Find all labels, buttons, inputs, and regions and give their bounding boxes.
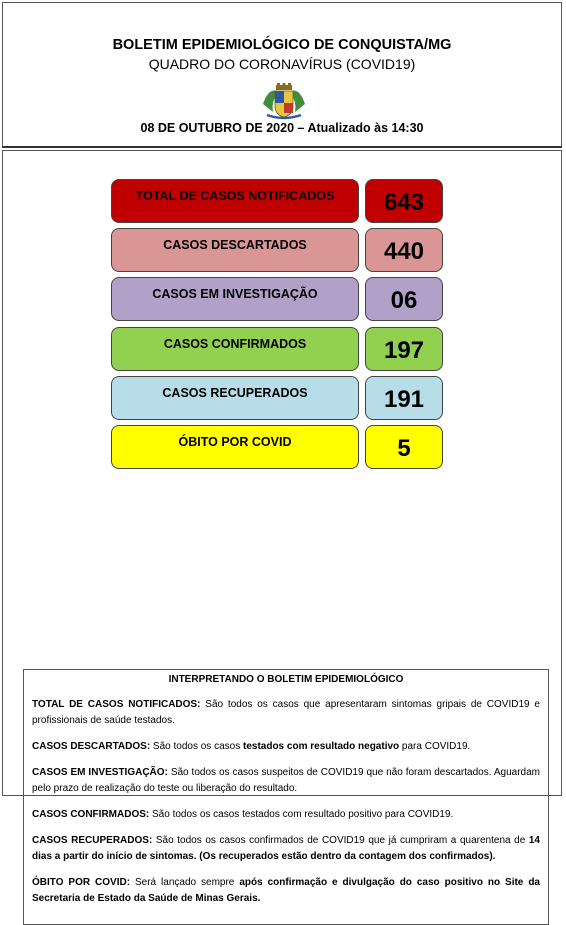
interpretation-paragraph: [32, 807, 540, 823]
bold-text: CASOS CONFIRMADOS:: [32, 809, 150, 820]
interpretation-paragraph: [32, 739, 540, 755]
interpretation-box: [23, 669, 549, 925]
stat-label: TOTAL DE CASOS NOTIFICADOS: [111, 179, 359, 223]
stat-value: 197: [365, 327, 443, 371]
bold-text: CASOS RECUPERADOS:: [32, 835, 153, 846]
header-section: [2, 2, 562, 148]
stat-label: CASOS RECUPERADOS: [111, 376, 359, 420]
stat-row: [111, 277, 443, 321]
interpretation-paragraph: [32, 697, 540, 729]
body-text: São todos os casos suspeitos de COVID19 que não foram descartados. Aguardam pelo prazo de realização do teste ou liberação do resultado.: [32, 767, 540, 794]
stat-row: [111, 425, 443, 469]
bold-text: testados com resultado negativo: [243, 741, 400, 752]
stat-label: CASOS EM INVESTIGAÇÃO: [111, 277, 359, 321]
bulletin-subtitle: QUADRO DO CORONAVÍRUS (COVID19): [148, 56, 416, 72]
bold-text: CASOS EM INVESTIGAÇÃO:: [32, 767, 168, 778]
interpretation-title: INTERPRETANDO O BOLETIM EPIDEMIOLÓGICO: [168, 674, 404, 685]
municipal-crest-icon: [259, 82, 309, 120]
stat-value: 06: [365, 277, 443, 321]
stat-row: [111, 179, 443, 223]
interpretation-paragraph: [32, 833, 540, 865]
body-text: para COVID19.: [399, 741, 471, 752]
body-section: [2, 150, 562, 904]
body-text: São todos os casos testados com resultado positivo para COVID19.: [149, 809, 454, 820]
bulletin-title: BOLETIM EPIDEMIOLÓGICO DE CONQUISTA/MG: [112, 37, 452, 53]
bold-text: CASOS DESCARTADOS:: [32, 741, 151, 752]
stat-label: ÓBITO POR COVID: [111, 425, 359, 469]
stat-value: 5: [365, 425, 443, 469]
stat-value: 440: [365, 228, 443, 272]
bulletin-date: 08 DE OUTUBRO DE 2020 – Atualizado às 14:30: [140, 121, 424, 135]
body-text: São todos os casos: [150, 741, 243, 752]
stat-value: 191: [365, 376, 443, 420]
stat-label: CASOS DESCARTADOS: [111, 228, 359, 272]
stat-label: CASOS CONFIRMADOS: [111, 327, 359, 371]
bold-text: ÓBITO POR COVID:: [32, 877, 131, 888]
interpretation-paragraph: [32, 875, 540, 907]
bold-text: após confirmação e divulgação do caso positivo no Site da Secretaria de Estado da Saúde de Minas Gerais.: [32, 877, 540, 904]
body-text: Será lançado sempre: [130, 877, 240, 888]
body-text: São todos os casos confirmados de COVID19 que já cumpriram a quarentena de: [152, 835, 529, 846]
body-text: São todos os casos que apresentaram sintomas gripais de COVID19 e profissionais de saúde testados.: [32, 699, 540, 726]
stat-value: 643: [365, 179, 443, 223]
stat-row: [111, 327, 443, 371]
bold-text: TOTAL DE CASOS NOTIFICADOS:: [32, 699, 201, 710]
stat-row: [111, 228, 443, 272]
stat-row: [111, 376, 443, 420]
interpretation-paragraph: [32, 765, 540, 797]
bold-text: 14 dias a partir do início de sintomas. (Os recuperados estão dentro da contagem dos confirmados).: [32, 835, 540, 862]
